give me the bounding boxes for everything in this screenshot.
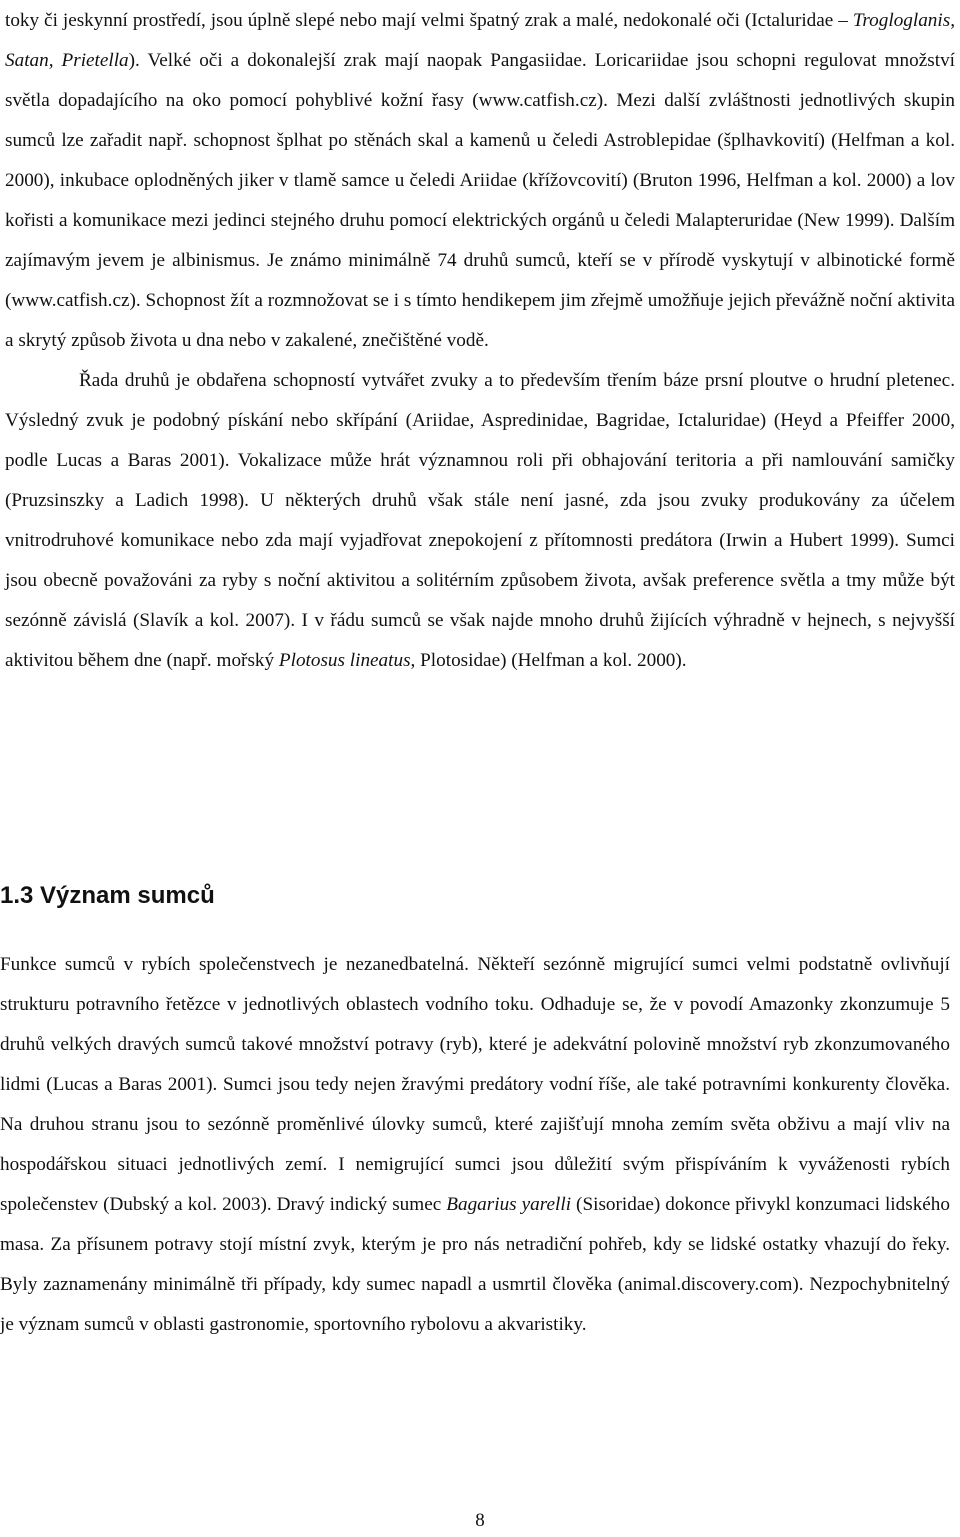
- page-number: 8: [475, 1510, 485, 1531]
- text-run-italic: Bagarius yarelli: [446, 1194, 572, 1215]
- text-run: Řada druhů je obdařena schopností vytvářet zvuky a to především třením báze prsní ploutve o hrudní pletenec. Výsledný zvuk je podobný pískání nebo skřípání (Ariidae, Aspredinidae, Bagridae, Ictaluridae) (Heyd a Pfeiffer 2000, podle Lucas a Baras 2001). Vokalizace může hrát významnou roli při obhajování teritoria a při namlouvání samičky (Pruzsinszky a Ladich 1998). U některých druhů však stále není jasné, zda jsou zvuky produkovány za účelem vnitrodruhové komunikace nebo zda mají vyjadřovat znepokojení z přítomnosti predátora (Irwin a Hubert 1999). Sumci jsou obecně považováni za ryby s noční aktivitou a solitérním způsobem života, avšak preference světla a tmy může být sezónně závislá (Slavík a kol. 2007). I v řádu sumců se však najde mnoho druhů žijících výhradně v hejnech, s nejvyšší aktivitou během dne (např. mořský: [5, 370, 955, 671]
- section-body: [0, 945, 950, 1345]
- paragraph-importance-of-catfish: [0, 945, 950, 1345]
- text-run: ). Velké oči a dokonalejší zrak mají naopak Pangasiidae. Loricariidae jsou schopni regulovat množství světla dopadajícího na oko pomocí pohyblivé kožní řasy (www.catfish.cz). Mezi další zvláštnosti jednotlivých skupin sumců lze zařadit např. schopnost šplhat po stěnách skal a kamenů u čeledi Astroblepidae (šplhavkovití) (Helfman a kol. 2000), inkubace oplodněných jiker v tlamě samce u čeledi Ariidae (křížovcovití) (Bruton 1996, Helfman a kol. 2000) a lov kořisti a komunikace mezi jedinci stejného druhu pomocí elektrických orgánů u čeledi Malapteruridae (New 1999). Dalším zajímavým jevem je albinismus. Je známo minimálně 74 druhů sumců, kteří se v přírodě vyskytují v albinotické formě (www.catfish.cz). Schopnost žít a rozmnožovat se i s tímto hendikepem jim zřejmě umožňuje jejich převážně noční aktivita a skrytý způsob života u dna nebo v zakalené, znečištěné vodě.: [5, 50, 955, 351]
- text-run: (Sisoridae) dokonce přivykl konzumaci lidského masa. Za přísunem potravy stojí místní zvyk, kterým je pro nás netradiční pohřeb, kdy se lidské ostatky vhazují do řeky. Byly zaznamenány minimálně tři případy, kdy sumec napadl a usmrtil člověka (animal.discovery.com). Nezpochybnitelný je význam sumců v oblasti gastronomie, sportovního rybolovu a akvaristiky.: [0, 1194, 950, 1335]
- text-run: Funkce sumců v rybích společenstvech je nezanedbatelná. Někteří sezónně migrující sumci velmi podstatně ovlivňují strukturu potravního řetězce v jednotlivých oblastech vodního toku. Odhaduje se, že v povodí Amazonky zkonzumuje 5 druhů velkých dravých sumců takové množství potravy (ryb), které je adekvátní polovině množství ryb zkonzumovaného lidmi (Lucas a Baras 2001). Sumci jsou tedy nejen žravými predátory vodní říše, ale také potravními konkurenty člověka. Na druhou stranu jsou to sezónně proměnlivé úlovky sumců, které zajišťují mnoha zemím světa obživu a mají vliv na hospodářskou situaci jednotlivých zemí. I nemigrující sumci jsou důležití svým přispíváním k vyváženosti rybích společenstev (Dubský a kol. 2003). Dravý indický sumec: [0, 954, 950, 1215]
- text-run: toky či jeskynní prostředí, jsou úplně slepé nebo mají velmi špatný zrak a malé, nedokonalé oči (Ictaluridae –: [5, 10, 853, 31]
- text-run-italic: Trogloglanis, Satan, Prietella: [5, 10, 955, 71]
- section-heading: 1.3 Význam sumců: [0, 882, 215, 909]
- paragraph-sound-production: [5, 361, 955, 681]
- paragraph-eyes-and-adaptations: [5, 0, 955, 361]
- text-run: , Plotosidae) (Helfman a kol. 2000).: [410, 650, 687, 671]
- text-run-italic: Plotosus lineatus: [278, 650, 411, 671]
- document-page: [5, 0, 955, 681]
